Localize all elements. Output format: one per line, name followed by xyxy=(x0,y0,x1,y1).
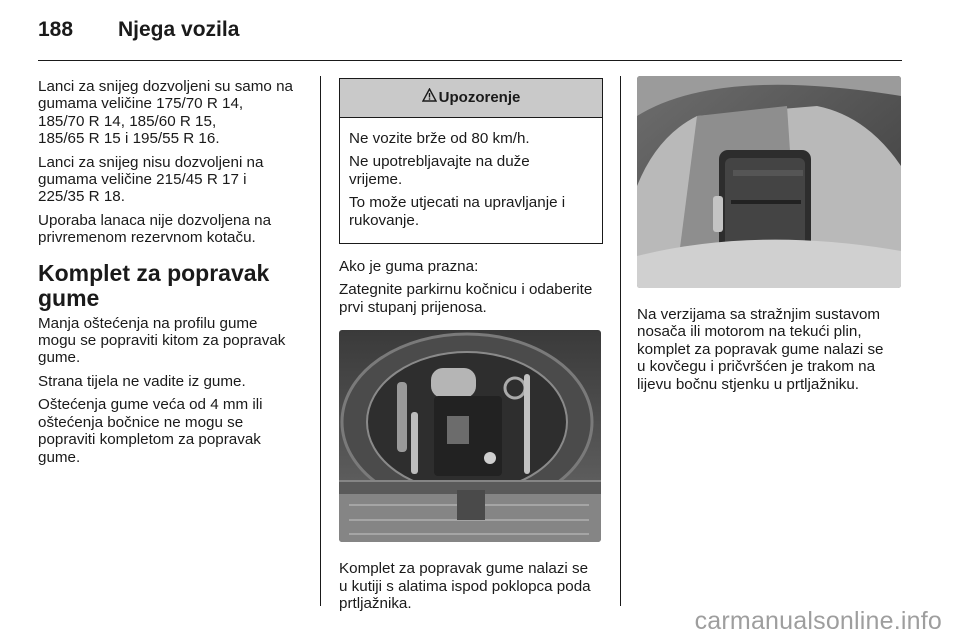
repair-kit-intro-text: Manja oštećenja na profilu gume mogu se popraviti kitom za popravak gume. xyxy=(38,314,286,367)
warning-header xyxy=(340,79,602,118)
snow-chain-not-allowed-text: Lanci za snijeg nisu dozvoljeni na gumama veličine 215/45 R 17 i 225/35 R 18. xyxy=(38,153,264,206)
repair-kit-location-caption: Komplet za popravak gume nalazi se u kutiji s alatima ispod poklopca poda prtljažnika. xyxy=(339,560,591,613)
damage-limit-text: Oštećenja gume veća od 4 mm ili oštećenja bočnice ne mogu se popraviti kompletom za popravak gume. xyxy=(38,396,263,466)
header-rule xyxy=(38,60,902,61)
watermark: carmanualsonline.info xyxy=(694,607,942,635)
spare-wheel-chain-text: Uporaba lanaca nije dozvoljena na privremenom rezervnom kotaču. xyxy=(38,211,272,247)
repair-kit-case-figure xyxy=(637,76,901,288)
warning-triangle-icon xyxy=(422,79,437,117)
section-heading: Komplet za popravak gume xyxy=(38,259,270,311)
column-1 xyxy=(38,78,310,472)
warning-duration-text: Ne upotrebljavajte na duže vrijeme. xyxy=(349,153,530,188)
column-3 xyxy=(637,78,902,399)
page-title: Njega vozila xyxy=(118,18,240,41)
lpg-version-text: Na verzijama sa stražnjim sustavom nosača ili motorom na tekući plin, komplet za popravak gume nalazi se u kovčegu i pričvršćen je trakom na lijevu bočnu stjenku u prtljažniku. xyxy=(637,306,884,393)
column-divider-1 xyxy=(320,76,321,606)
column-2 xyxy=(339,78,603,618)
warning-box xyxy=(339,78,603,244)
foreign-objects-text: Strana tijela ne vadite iz gume. xyxy=(38,372,246,390)
snow-chain-allowed-text: Lanci za snijeg dozvoljeni su samo na gumama veličine 175/70 R 14, 185/70 R 14, 185/60 R 15, 185/65 R 15 i 195/55 R 16. xyxy=(38,78,293,148)
warning-handling-text: To može utjecati na upravljanje i rukovanje. xyxy=(349,194,566,229)
repair-kit-trunk-figure xyxy=(339,330,601,542)
flat-tyre-text: Ako je guma prazna: xyxy=(339,258,479,276)
warning-speed-text: Ne vozite brže od 80 km/h. xyxy=(349,130,530,147)
column-divider-2 xyxy=(620,76,621,606)
page-header xyxy=(38,18,239,42)
parking-brake-text: Zategnite parkirnu kočnicu i odaberite prvi stupanj prijenosa. xyxy=(339,281,593,316)
warning-title: Upozorenje xyxy=(438,89,521,106)
page-number: 188 xyxy=(38,18,74,41)
warning-body xyxy=(340,118,602,243)
